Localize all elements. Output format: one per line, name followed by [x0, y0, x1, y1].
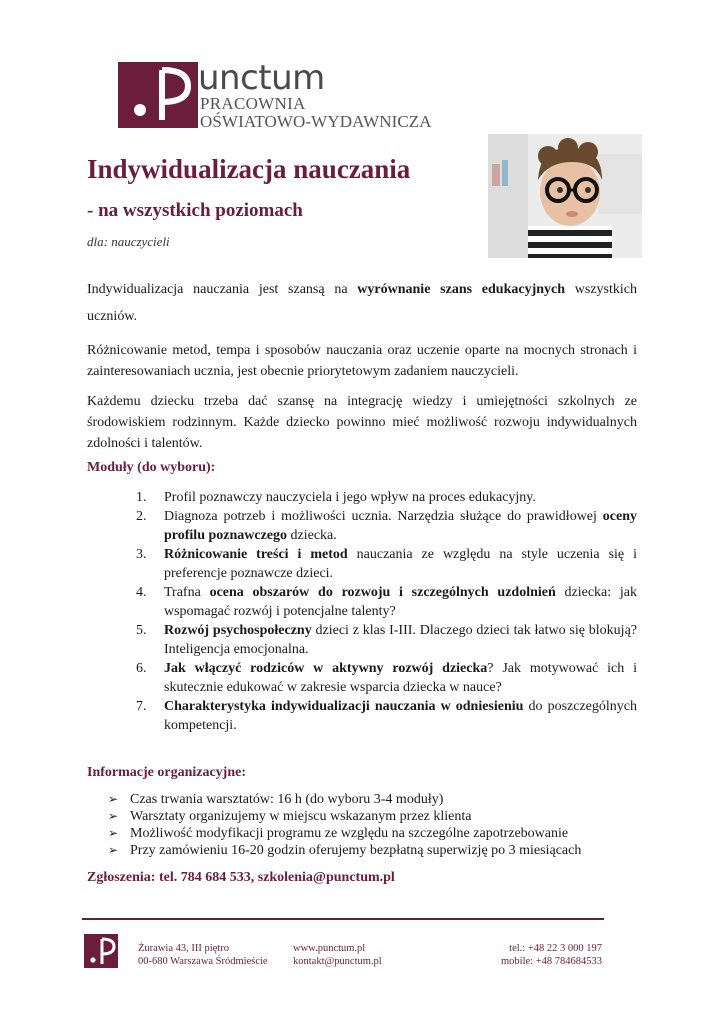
footer-email-link[interactable]: kontakt@punctum.pl [293, 956, 382, 967]
module-text: nauczania ze względu na style uczenia się i preferencje poznawcze dzieci. [164, 547, 637, 581]
module-number: 3. [136, 547, 147, 562]
module-item [132, 545, 637, 583]
module-number: 5. [136, 623, 147, 638]
module-text: do poszczególnych kompetencji. [164, 699, 637, 733]
contact-line: Zgłoszenia: tel. 784 684 533, szkolenia@punctum.pl [87, 870, 395, 885]
module-item [132, 488, 637, 507]
punctum-logo [118, 58, 438, 132]
module-text: Trafna [164, 585, 210, 600]
module-number: 1. [136, 490, 147, 505]
info-item [108, 791, 628, 808]
footer-tel: tel.: +48 22 3 000 197 [509, 943, 602, 954]
module-number: 2. [136, 509, 147, 524]
modules-list [132, 488, 637, 735]
footer-address [138, 942, 268, 968]
footer-address-line-2: 00-680 Warszawa Śródmieście [138, 956, 268, 967]
logo-line-2: OŚWIATOWO-WYDAWNICZA [200, 112, 432, 131]
arrow-bullet-icon: ➢ [108, 826, 119, 840]
footer-web [293, 942, 382, 968]
info-heading: Informacje organizacyjne: [87, 765, 247, 780]
page-subtitle: - na wszystkich poziomach [87, 200, 303, 221]
info-item-text: Czas trwania warsztatów: 16 h (do wyboru 3-4 moduły) [130, 792, 444, 807]
module-item [132, 621, 637, 659]
info-item [108, 825, 628, 842]
intro-text-bold: wyrównanie szans edukacyjnych [357, 282, 566, 297]
module-text-bold: Różnicowanie treści i metod [164, 547, 348, 562]
module-text: Diagnoza potrzeb i możliwości ucznia. Narzędzia służące do prawidłowej [164, 509, 603, 524]
info-list [108, 791, 628, 859]
module-number: 4. [136, 585, 147, 600]
intro-paragraph [87, 276, 637, 330]
modules-heading: Moduły (do wyboru): [87, 460, 216, 475]
module-text-bold: Charakterystyka indywidualizacji nauczania w odniesieniu [164, 699, 524, 714]
module-text: dziecka: jak wspomagać rozwój i potencjalne talenty? [164, 585, 637, 619]
footer-logo-icon [84, 934, 118, 968]
arrow-bullet-icon: ➢ [108, 843, 119, 857]
footer-address-line-1: Żurawia 43, III piętro [138, 943, 229, 954]
integration-paragraph: Każdemu dziecku trzeba dać szansę na integrację wiedzy i umiejętności szkolnych ze środowiskiem rodzinnym. Każde dziecko powinno mieć możliwość rozwoju indywidualnych zdolności i talentów. [87, 394, 637, 451]
info-item-text: Przy zamówieniu 16-20 godzin oferujemy bezpłatną superwizję po 3 miesiącach [130, 843, 582, 858]
arrow-bullet-icon: ➢ [108, 809, 119, 823]
module-text: dzieci z klas I-III. Dlaczego dzieci tak łatwo się blokują? Inteligencja emocjonalna. [164, 623, 637, 657]
module-text: ? Jak motywować ich i skutecznie edukować w zakresie wsparcia dziecka w nauce? [164, 661, 637, 695]
arrow-bullet-icon: ➢ [108, 792, 119, 806]
page-title: Indywidualizacja nauczania [87, 154, 411, 184]
module-number: 6. [136, 661, 147, 676]
module-text: Profil poznawczy nauczyciela i jego wpływ na proces edukacyjny. [164, 490, 536, 505]
info-item [108, 842, 628, 859]
footer-mobile: mobile: +48 784684533 [500, 956, 602, 967]
footer-divider [82, 918, 604, 920]
module-text-bold: Rozwój psychospołeczny [164, 623, 312, 638]
differentiation-paragraph: Różnicowanie metod, tempa i sposobów nauczania oraz uczenie oparte na mocnych stronach i zainteresowaniach ucznia, jest obecnie priorytetowym zadaniem nauczycieli. [87, 343, 637, 379]
module-text-bold: Jak włączyć rodziców w aktywny rozwój dziecka [164, 661, 488, 676]
intro-text-end: wszystkich uczniów. [87, 282, 637, 324]
audience-label: dla: nauczycieli [87, 234, 170, 249]
logo-name: unctum [198, 58, 325, 98]
logo-line-1: PRACOWNIA [200, 94, 306, 113]
child-with-glasses-image [488, 134, 642, 258]
module-item [132, 583, 637, 621]
punctum-logo-mark-icon [118, 62, 198, 128]
info-item-text: Możliwość modyfikacji programu ze względu na szczególne zapotrzebowanie [130, 826, 569, 841]
footer-phones [480, 942, 602, 968]
module-text-bold: oceny profilu poznawczego [164, 509, 637, 543]
info-item-text: Warsztaty organizujemy w miejscu wskazanym przez klienta [130, 809, 472, 824]
module-item [132, 507, 637, 545]
module-text: dziecka. [287, 528, 337, 543]
module-text-bold: ocena obszarów do rozwoju i szczególnych uzdolnień [209, 585, 556, 600]
footer-website-link[interactable]: www.punctum.pl [293, 943, 366, 954]
info-item [108, 808, 628, 825]
child-photo [488, 134, 642, 258]
module-item [132, 659, 637, 697]
module-item [132, 697, 637, 735]
module-number: 7. [136, 699, 147, 714]
intro-text-start: Indywidualizacja nauczania jest szansą na [87, 282, 358, 297]
